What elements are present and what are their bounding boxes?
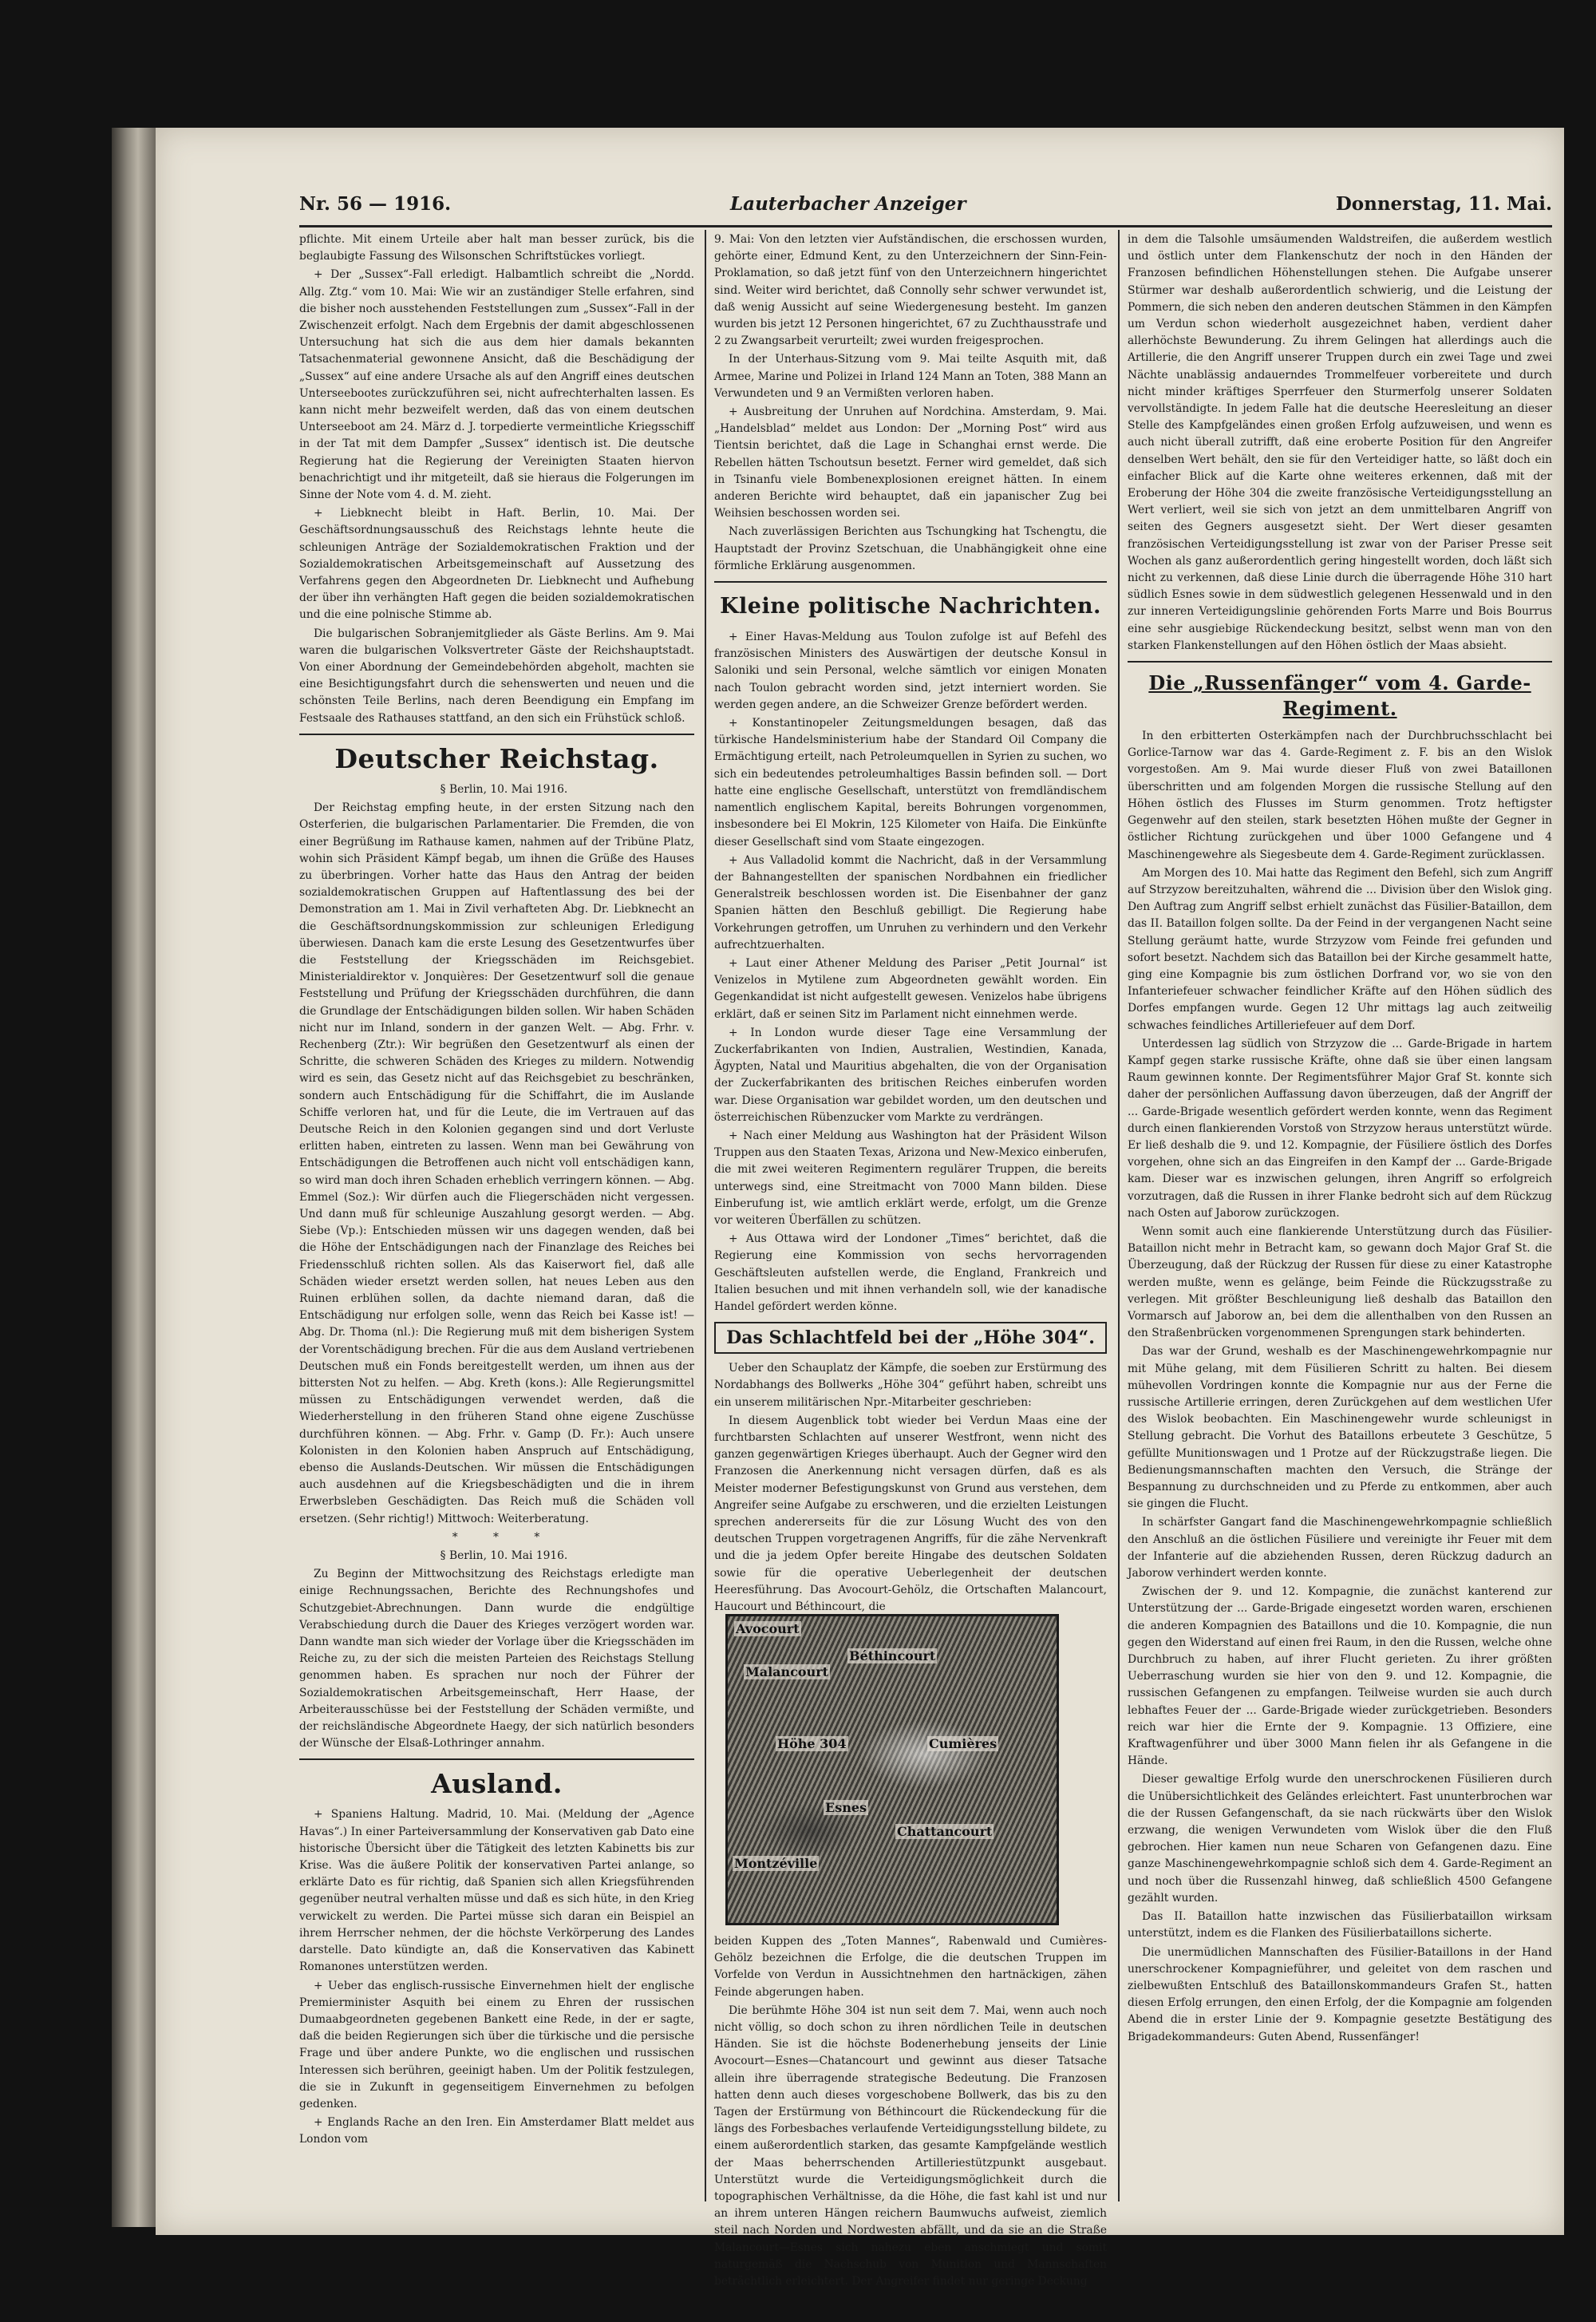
article-text: 9. Mai: Von den letzten vier Aufständischen, die erschossen wurden, gehörte einer, Edmund Kent, zu den Unterzeichnern der Sinn-Fein-Proklamation, so daß jetzt fünf von den Unterzeichnern hingerichtet sind. Weiter wird berichtet, daß Connolly sehr schwer verwundet ist, daß wenig Aussicht auf seine Wiedergenesung besteht. Im ganzen wurden bis jetzt 12 Personen hingerichtet, 67 zu Zuchthausstrafe und 2 zu Zwangsarbeit verurteilt; zwei wurden freigesprochen. — [714, 233, 1107, 348]
column-rule-1 — [705, 230, 706, 2201]
article-text: Die unermüdlichen Mannschaften des Füsilier-Bataillons in der Hand unerschrockener Kompagnieführer, und geleitet von dem raschen und zielbewußten Entschluß des Bataillonskommandeurs Grafen St., hatten diesen Erfolg errungen, den einen Erfolg, der die Kompagnie am folgenden Abend die in erster Linie der 9. Kompagnie gesetzte Bestätigung des Brigadekommandeurs: Guten Abend, Russenfänger! — [1128, 1945, 1552, 2043]
map-label: Malancourt — [745, 1664, 829, 1679]
map-label: Montzéville — [734, 1856, 818, 1871]
section-separator — [299, 734, 694, 735]
section-separator — [1128, 661, 1552, 663]
article-text: Ueber den Schauplatz der Kämpfe, die soeben zur Erstürmung des Nordabhangs des Bollwerks „Höhe 304“ geführt haben, schreibt uns ein unserem militärischen Npr.-Mitarbeiter geschrieben: — [714, 1362, 1107, 1409]
article-text: beiden Kuppen des „Toten Mannes“, Rabenwald und Cumières-Gehölz bezeichnen die Erfolge, die die deutschen Truppen im Vorfelde von Verdun in Aussichtnehmen den hartnäckigen, zähen Feinde abgerungen haben. — [714, 1935, 1107, 1999]
article-text: pflichte. Mit einem Urteile aber halt man besser zurück, bis die beglaubigte Fassung des Wilsonschen Schriftstückes vorliegt. — [299, 233, 694, 263]
page-header — [299, 193, 1552, 225]
map-label: Béthincourt — [849, 1648, 936, 1663]
article-text: In diesem Augenblick tobt wieder bei Verdun Maas eine der furchtbarsten Schlachten auf unserer Westfront, wenn nicht des ganzen gegenwärtigen Krieges überhaupt. Auch der Gegner wird den Franzosen die Anerkennung nicht versagen dürfen, daß es als Meister moderner Befestigungskunst von Grund aus verstehen, dem Angreifer seine Aufgabe zu erschweren, und die erzielten Leistungen sprechen andererseits für die zur Lösung Wucht des von den deutschen Truppen vorgetragenen Angriffs, für die zähe Nervenkraft und die ja jedem Opfer bereite Hingabe des deutschen Soldaten sowie für die operative Ueberlegenheit der deutschen Heeresführung. Das Avocourt-Gehölz, die Ortschaften Malancourt, Haucourt und Béthincourt, die — [714, 1414, 1107, 1614]
masthead-title: Lauterbacher Anzeiger — [730, 193, 966, 215]
article-text: Die bulgarischen Sobranjemitglieder als Gäste Berlins. Am 9. Mai waren die bulgarischen Volksvertreter Gäste der Reichshauptstadt. Von einer Abordnung der Gemeindebehörden abgeholt, machten sie eine Besichtigungsfahrt durch die sehenswerten und neuen und die schönsten Teile Berlins, nach deren Beendigung ein Empfang im Festsaale des Rathauses stattfand, an den sich ein Frühstück schloß. — [299, 627, 694, 725]
news-item: + In London wurde dieser Tage eine Versammlung der Zuckerfabrikanten von Indien, Australien, Westindien, Kanada, Ägypten, Natal und Mauritius abgehalten, die von der Organisation der Zuckerfabrikanten des britischen Reiches einberufen worden war. Diese Organisation war gebildet worden, um den deutschen und österreichischen Rübenzucker vom Markte zu verdrängen. — [714, 1026, 1107, 1124]
headline-reichstag: Deutscher Reichstag. — [334, 742, 659, 774]
battlefield-map — [725, 1614, 1059, 1925]
article-text: Am Morgen des 10. Mai hatte das Regiment den Befehl, sich zum Angriff auf Strzyzow bereitzuhalten, während die ... Division über den Wislok ging. Den Auftrag zum Angriff selbst erhielt zunächst das Füsilier-Bataillon, dem das II. Bataillon folgen sollte. Da der Feind in der vergangenen Nacht seine Stellung geräumt hatte, wurde Strzyzow vom Feinde frei gefunden und sofort besetzt. Nachdem sich das Bataillon bei der Kirche gesammelt hatte, ging eine Kompagnie bis zum östlichen Dorfrand vor, wo sie von den Infanteriefeuer schwacher feindlicher Kräfte auf den Höhen südlich des Dorfes empfangen wurde. Gegen 12 Uhr mittags lag auch zeitweilig schwaches feindliches Artilleriefeuer auf dem Dorf. — [1128, 866, 1552, 1032]
article-text: in dem die Talsohle umsäumenden Waldstreifen, die außerdem westlich und östlich unter dem Flankenschutz der noch in den Händen der Franzosen befindlichen Höhenstellungen stehen. Die Aufgabe unserer Stürmer war deshalb außerordentlich schwierig, und die Leistung der Pommern, die sich neben den anderen deutschen Stämmen in den Kämpfen um Verdun schon wiederholt ausgezeichnet haben, verdient daher allerhöchste Bewunderung. Zu ihrem Gelingen hat allerdings auch die Artillerie, die den Angriff unserer Truppen durch ein zwei Tage und zwei Nächte unablässig andauerndes Trommelfeuer vorbereitete und durch nicht minder kräftiges Sperrfeuer den Sturmerfolg unserer Soldaten vervollständigte. In jedem Falle hat die deutsche Heeresleitung an dieser Stelle des Kampfgeländes einen großen Erfolg aufzuweisen, und wenn es auch nicht überall zutrifft, daß eine eroberte Position für den Angreifer denselben Wert behält, den sie für den Verteidiger hatte, so läßt doch ein einfacher Blick auf die Karte ohne weiteres erkennen, daß mit der Eroberung der Höhe 304 die zweite französische Verteidigungsstellung an Wert verliert, weil sie sich von jetzt an dem unmittelbaren Angriff von seiten des Gegners ausgesetzt sieht. Der Wert dieser gesamten französischen Verteidigungsstellung ist zwar von der Pariser Presse seit Wochen als ganz außerordentlich gering hingestellt worden, doch läßt sich nicht zu verkennen, daß diese Linie durch die überragende Höhe 310 hart südlich Esnes sowie in dem südwestlich gelegenen Hessenwald und in den zur inneren Verteidigungslinie gehörenden Forts Marre und Bois Bourrus eine sehr ausgiebige Rückendeckung besitzt, selbst wenn man von den starken Flankenstellungen auf den Höhen östlich der Maas absieht. — [1128, 233, 1552, 652]
news-item: + Aus Valladolid kommt die Nachricht, daß in der Versammlung der Bahnangestellten der spanischen Nordbahnen ein friedlicher Generalstreik beschlossen worden ist. Die Eisenbahner der ganz Spanien hätten den Beschluß gebilligt. Die Regierung habe Vorkehrungen getroffen, um Unruhen zu verhindern und den Verkehr aufrechtzuerhalten. — [714, 853, 1107, 951]
article-text: Unterdessen lag südlich von Strzyzow die ... Garde-Brigade in hartem Kampf gegen starke russische Kräfte, ohne daß sie über einen langsam Raum gewinnen konnte. Der Regimentsführer Major Graf St. konnte sich daher der persönlichen Auffassung davon überzeugen, daß der Angriff der ... Garde-Brigade wesentlich gefördert werden konnte, wenn das Regiment durch einen flankierenden Vorstoß von Strzyzow heraus unterstützt würde. Er ließ deshalb die 9. und 12. Kompagnie, der Füsiliere östlich des Dorfes vorgehen, ohne sich an das Eingreifen in den Kampf der ... Garde-Brigade kam. Dieser war es inzwischen gelungen, ihren Angriff so erfolgreich vorzutragen, daß die Russen in ihrer Flanke bedroht sich auf dem Rückzug nach Osten auf Jaborow zurückzogen. — [1128, 1037, 1552, 1220]
map-label: Esnes — [825, 1800, 867, 1815]
article-text: Dieser gewaltige Erfolg wurde den unerschrockenen Füsilieren durch die Unübersichtlichkeit des Geländes erleichtert. Fast ununterbrochen war die der Russen Gefangenschaft, da sie nach rückwärts über den Wislok erzwang, die wenigen Verwundeten vom Wislok über die den Fluß gebrochen. Hier kamen nun neue Scharen von Gefangenen dazu. Eine ganze Maschinengewehrkompagnie schloß sich dem 4. Garde-Regiment an und noch über die Russenzahl hinweg, daß schließlich 4500 Gefangene gezählt wurden. — [1128, 1773, 1552, 1905]
newspaper-page — [156, 128, 1564, 2288]
article-text: + Englands Rache an den Iren. Ein Amsterdamer Blatt meldet aus London vom — [299, 2116, 694, 2146]
header-rule — [299, 225, 1552, 227]
article-text: + Spaniens Haltung. Madrid, 10. Mai. (Meldung der „Agence Havas“.) In einer Parteiversammlung der Konservativen gab Dato eine historische Übersicht über die Tätigkeit des letzten Kabinetts bis zur Krise. Was die äußere Politik der konservativen Partei anlange, so erklärte Dato es für richtig, daß Spanien sich allen Kriegsführenden gegenüber neutral verhalten müsse und daß es sich hüte, in den Krieg verwickelt zu werden. Die Partei müsse sich daran ein Beispiel an ihrem Herrscher nehmen, der die höchste Verkörperung des Landes darstelle. Dato kündigte an, daß die Konservativen das Kabinett Romanones unterstützen werden. — [299, 1808, 694, 1974]
section-stars: * * * — [452, 1530, 556, 1544]
headline-schlachtfeld: Das Schlachtfeld bei der „Höhe 304“. — [714, 1322, 1107, 1354]
map-label: Höhe 304 — [777, 1736, 847, 1751]
dateline: § Berlin, 10. Mai 1916. — [440, 782, 568, 796]
column-1 — [299, 231, 694, 2195]
column-2-top — [714, 231, 1107, 1614]
headline-russenfaenger: Die „Russenfänger“ vom 4. Garde-Regiment. — [1148, 671, 1531, 721]
column-2-bottom — [714, 1933, 1107, 2288]
article-text: + Ueber das englisch-russische Einvernehmen hielt der englische Premierminister Asquith bei einem zu Ehren der russischen Dumaabgeordneten gegebenen Bankett eine Rede, in der er sagte, daß die beiden Regierungen sich über die türkische und die persische Frage und über andere Punkte, wo die englischen und russischen Interessen sich berühren, geeinigt haben. Um der Politik festzulegen, die sie in Zukunft in gegenseitigem Einvernehmen zu befolgen gedenken. — [299, 1979, 694, 2110]
article-text: Der Reichstag empfing heute, in der ersten Sitzung nach den Osterferien, die bulgarischen Parlamentarier. Die Fremden, die von einer Begrüßung im Rathause kamen, nahmen auf der Tribüne Platz, wohin sich Präsident Kämpf begab, um ihnen die Grüße des Hauses zu überbringen. Vorher hatte das Haus den Antrag der beiden sozialdemokratischen Gruppen auf Haftentlassung des bei der Demonstration am 1. Mai in Zivil verhafteten Abg. Dr. Liebknecht an die Geschäftsordnungskommission zur schleunigen Erledigung überwiesen. Danach kam die erste Lesung des Gesetzentwurfes über die Feststellung der Kriegsschäden im Reichsgebiet. Ministerialdirektor v. Jonquières: Der Gesetzentwurf soll die genaue Feststellung und Prüfung der Kriegsschäden durchführen, die dann die Grundlage der Entschädigungen bilden sollen. Wir haben Schäden nicht nur im Inland, sondern in der ganzen Welt. — Abg. Frhr. v. Rechenberg (Ztr.): Wir begrüßen den Gesetzentwurf als einen der Schritte, die schweren Schäden des Krieges zu mildern. Notwendig wird es sein, das Gesetz nicht auf das Reichsgebiet zu beschränken, sondern auch Entschädigung für die Schiffahrt, die im Auslande Schiffe verloren hat, und für die Leute, die im Vertrauen auf das Deutsche Reich in den Kolonien gegangen sind und dort Verluste erlitten haben, eintreten zu lassen. Wenn man bei Gewährung von Entschädigungen die Betroffenen auch nicht voll entschädigen kann, so wird man doch ihren Schaden erheblich verringern können. — Abg. Emmel (Soz.): Wir dürfen auch die Fliegerschäden nicht vergessen. Und dann muß für schleunige Auszahlung gesorgt werden. — Abg. Siebe (Vp.): Entschieden müssen wir uns dagegen wenden, daß bei die Höhe der Entschädigungen nach der Finanzlage des Reiches bei Friedensschluß richten sollen. Als das Kaiserwort fiel, daß alle Schäden wieder ersetzt werden sollen, hat neues Leben aus den Ruinen erblühen sollen, da dachte niemand daran, daß die Entschädigung nur erfolgen solle, wenn das Reich bei Kasse ist! — Abg. Dr. Thoma (nl.): Die Regierung muß mit dem bisherigen System der Vorentschädigung brechen. Für die aus dem Ausland vertriebenen Deutschen muß ein Fonds bereitgestellt werden, um ihnen aus der bittersten Not zu helfen. — Abg. Kreth (kons.): Alle Regierungsmittel müssen zu Entschädigungen verwendet werden, daß die Wiederherstellung in den früheren Stand ohne eigene Zuschüsse durchführen können. — Abg. Frhr. v. Gamp (D. Fr.): Auch unsere Kolonisten in den Kolonien haben Anspruch auf Entschädigung, ebenso die Auslands-Deutschen. Wir müssen die Entschädigungen auch ausdehnen auf die Kriegsbeschädigten und die in ihrem Erwerbsleben Geschädigten. Das Reich muß die Schäden voll ersetzen. (Sehr richtig!) Mittwoch: Weiterberatung. — [299, 801, 694, 1525]
article-text: + Liebknecht bleibt in Haft. Berlin, 10. Mai. Der Geschäftsordnungsausschuß des Reichstags lehnte heute die schleunigen Anträge der Sozialdemokratischen Fraktion und der Sozialdemokratischen Arbeitsgemeinschaft auf Aussetzung des Verfahrens gegen den Abgeordneten Dr. Liebknecht und Aufhebung der über ihn verhängten Haft gegen die beiden sozialdemokratischen und die eine polnische Stimme ab. — [299, 507, 694, 622]
article-text: Das II. Bataillon hatte inzwischen das Füsilierbataillon wirksam unterstützt, indem es die Flanken des Füsilierbataillons sicherte. — [1128, 1910, 1552, 1940]
article-text: Nach zuverlässigen Berichten aus Tschungking hat Tschengtu, die Hauptstadt der Provinz Szetschuan, die Unabhängigkeit ohne eine förmliche Erklärung ausgenommen. — [714, 525, 1107, 572]
map-label: Chattancourt — [897, 1824, 993, 1839]
article-text: Zu Beginn der Mittwochsitzung des Reichstags erledigte man einige Rechnungssachen, Berichte des Rechnungshofes und Schutzgebiet-Abrechnungen. Dann wurde die endgültige Verabschiedung durch die Dauer des Krieges verzögert worden war. Dann wandte man sich wieder der Vorlage über die Kriegsschäden im Reiche zu, zu der sich die meisten Parteien des Reichstags Stellung genommen haben. Es sprachen nur noch der Führer der Sozialdemokratischen Arbeitsgemeinschaft, Herr Haase, der Arbeiterausschüsse bei der Feststellung der Schäden vermißte, und der reichsländische Abgeordnete Haegy, der sich natürlich besonders der Wünsche der Elsaß-Lothringer annahm. — [299, 1568, 694, 1750]
article-text: Die berühmte Höhe 304 ist nun seit dem 7. Mai, wenn auch noch nicht völlig, so doch schon zu ihren nördlichen Teile in deutschen Händen. Sie ist die höchste Bodenerhebung jenseits der Linie Avocourt—Esnes—Chatancourt und gewinnt aus dieser Tatsache allein ihre überragende strategische Bedeutung. Die Franzosen hatten denn auch dieses vorgeschobene Bollwerk, das bis zu den Tagen der Erstürmung von Béthincourt die Rückendeckung für die längs des Forbesbaches verlaufende Verteidigungsstellung bildete, zu einem außerordentlich starken, das gesamte Kampfgelände westlich der Maas beherrschenden Artilleriestützpunkt ausgebaut. Unterstützt wurde die Verteidigungsmöglichkeit durch die topographischen Verhältnisse, da die Höhe, die fast kahl ist und nur an ihrem unteren Hängen reichern Baumwuchs aufweist, ziemlich steil nach Norden und Nordwesten abfällt, und da sie an die Straße Malancourt—Esnes sich nahezu eben anschmiegt und somit naturgemäß die Nachschub von Munition und Mannschaften beträchtlich erleichtert. Der Angreifer findet nur geringe Deckung — [714, 2004, 1107, 2288]
article-text: + Der „Sussex“-Fall erledigt. Halbamtlich schreibt die „Nordd. Allg. Ztg.“ vom 10. Mai: Wie wir an zuständiger Stelle erfahren, sind die bisher noch ausstehenden Feststellungen zum „Sussex“-Fall in der Zwischenzeit erfolgt. Nach dem Ergebnis der damit abgeschlossenen Untersuchung hat sich die aus dem hier damals bekannten Tatsachenmaterial gewonnene Ansicht, daß die Beschädigung der „Sussex“ auf eine andere Ursache als auf den Angriff eines deutschen Unterseebootes zurückzuführen sei, nicht aufrechterhalten lassen. Es kann nicht mehr bezweifelt werden, daß das von einem deutschen Unterseeboot am 24. März d. J. torpedierte vermeintliche Kriegsschiff in der Tat mit dem Dampfer „Sussex“ identisch ist. Die deutsche Regierung hat die Regierung der Vereinigten Staaten hiervon benachrichtigt und ihr mitgeteilt, daß sie hieraus die Folgerungen im Sinne der Note vom 4. d. M. zieht. — [299, 268, 694, 502]
news-item: + Einer Havas-Meldung aus Toulon zufolge ist auf Befehl des französischen Ministers des Auswärtigen der deutsche Konsul in Saloniki und sein Personal, welche sämtlich vor einigen Monaten nach Toulon gebracht worden sind, jetzt interniert worden. Sie werden gegen andere, an die Schweizer Grenze befördert werden. — [714, 631, 1107, 711]
column-rule-2 — [1118, 230, 1120, 2201]
issue-date: Donnerstag, 11. Mai. — [1335, 193, 1552, 215]
news-item: + Laut einer Athener Meldung des Pariser „Petit Journal“ ist Venizelos in Mytilene zum Abgeordneten gewählt worden. Ein Gegenkandidat ist nicht aufgestellt gewesen. Venizelos habe übrigens erklärt, daß er seinen Sitz im Parlament nicht einnehmen werde. — [714, 956, 1107, 1021]
section-separator — [714, 581, 1107, 583]
issue-number: Nr. 56 — 1916. — [299, 193, 452, 215]
map-label: Cumières — [929, 1736, 998, 1751]
news-item: + Nach einer Meldung aus Washington hat der Präsident Wilson Truppen aus den Staaten Texas, Arizona und New-Mexico einberufen, die mit zwei weiteren Regimentern regulärer Truppen, die bereits unterwegs sind, eine Streitmacht von 7000 Mann bilden. Diese Einberufung ist, wie amtlich erklärt werde, erfolgt, um die Grenze vor weiteren Überfällen zu schützen. — [714, 1129, 1107, 1227]
headline-ausland: Ausland. — [431, 1768, 563, 1800]
article-text: + Ausbreitung der Unruhen auf Nordchina. Amsterdam, 9. Mai. „Handelsblad“ meldet aus London: Der „Morning Post“ wird aus Tientsin berichtet, daß die Lage in Schanghai ernst werde. Die Rebellen hätten Tschoutsun besetzt. Ferner wird gemeldet, daß sich in Tsinanfu viele Bombenexplosionen ereignet hätten. In einem anderen Berichte wird behauptet, daß ein japanischer Zug bei Weihsien beschossen worden sei. — [714, 405, 1107, 520]
article-text: In schärfster Gangart fand die Maschinengewehrkompagnie schließlich den Anschluß an die östlichen Füsiliere und vereinigte ihr Feuer mit dem der Infanterie auf die abziehenden Russen, deren Rückzug dadurch an Jaborow verhindert werden konnte. — [1128, 1516, 1552, 1580]
article-text: Das war der Grund, weshalb es der Maschinengewehrkompagnie nur mit Mühe gelang, mit dem Füsilieren Schritt zu halten. Bei diesem mühevollen Vordringen konnte die Kompagnie nur aus der Ferne die russische Artillerie erringen, deren Zurückgehen auf dem westlichen Ufer des Wislok beobachten. Ein Maschinengewehr wurde schleunigst in Stellung gebracht. Die Vorhut des Bataillons erbeutete 3 Geschütze, 5 gefüllte Munitionswagen und 1 Protze auf der Rückzugstraße liegen. Die Bedienungsmannschaften machten den Versuch, die Stränge der Bespannung zu durchschneiden und zu Pferde zu entkommen, aber auch sie gingen die Flucht. — [1128, 1345, 1552, 1511]
column-3 — [1128, 231, 1552, 2195]
news-item: + Konstantinopeler Zeitungsmeldungen besagen, daß das türkische Handelsministerium habe der Standard Oil Company die Ermächtigung erteilt, nach Petroleumquellen in Syrien zu suchen, wo sich ein bedeutendes petroleumhaltiges Bassin befinden soll. — Dort hatte eine englische Gesellschaft, unterstützt von fremdländischem namentlich englischem Kapital, bereits Bohrungen vorgenommen, insbesondere bei El Mokrin, 125 Kilometer von Haifa. Die Einkünfte dieser Gesellschaft sind vom Staate eingezogen. — [714, 717, 1107, 848]
news-item: + Aus Ottawa wird der Londoner „Times“ berichtet, daß die Regierung eine Kommission von sechs hervorragenden Geschäftsleuten aufstellen werde, die England, Frankreich und Italien besuchen und mit ihnen verhandeln soll, wie der kanadische Handel gefördert werden könne. — [714, 1232, 1107, 1313]
section-separator — [299, 1758, 694, 1760]
headline-kleine-nachrichten: Kleine politische Nachrichten. — [720, 594, 1101, 619]
article-text: In der Unterhaus-Sitzung vom 9. Mai teilte Asquith mit, daß Armee, Marine und Polizei in Irland 124 Mann an Toten, 388 Mann an Verwundeten und 9 an Vermißten verloren haben. — [714, 353, 1107, 400]
article-text: In den erbitterten Osterkämpfen nach der Durchbruchsschlacht bei Gorlice-Tarnow war das 4. Garde-Regiment z. F. bis an den Wislok vorgestoßen. Am 9. Mai wurde dieser Fluß von zwei Bataillonen überschritten und am folgenden Morgen die russische Stellung auf den Höhen östlich des Flusses im Sturm genommen. Trotz heftigster Gegenwehr auf den steilen, stark besetzten Höhen mußte der Gegner in östlicher Richtung zurückgehen und über 1000 Gefangene und 4 Maschinengewehre als Siegesbeute dem 4. Garde-Regiment zurücklassen. — [1128, 730, 1552, 861]
article-text: Zwischen der 9. und 12. Kompagnie, die zunächst kanterend zur Unterstützung der ... Garde-Brigade eingesetzt worden waren, erschienen die anderen Kompagnien des Bataillons und die 10. Kompagnie, die nun gegen den Widerstand auf einen frei Raum, in den die Russen, welche ohne Durchbruch zu haben, auf ihrer Flucht gerieten. Zu ihrer größten Ueberraschung wurden sie hier von den 9. und 12. Kompagnie, die russischen Gefangenen zu empfangen. Teilweise wurden sie auch durch lebhaftes Feuer der ... Garde-Brigade wieder zurückgetrieben. Besonders reich war hier die Ernte der 9. Kompagnie. 13 Offiziere, eine Kraftwagenführer und über 3000 Mann fielen ihr als Gefangene in die Hände. — [1128, 1585, 1552, 1768]
map-label: Avocourt — [736, 1621, 800, 1636]
dateline: § Berlin, 10. Mai 1916. — [440, 1549, 568, 1563]
article-text: Wenn somit auch eine flankierende Unterstützung durch das Füsilier-Bataillon nicht mehr in Betracht kam, so gewann doch Major Graf St. die Überzeugung, daß der Rückzug der Russen für diese zu einer Katastrophe werden mußte, wenn es gelänge, beim Feinde die Rückzugsstraße zu verlegen. Mit größter Beschleunigung ließ deshalb das Bataillon den Vormarsch auf Jaborow an, bei dem die allenthalben von den Russen an den Straßenbrücken vorgenommenen Sprengungen stark behinderten. — [1128, 1224, 1552, 1340]
book-binding — [112, 128, 156, 2227]
